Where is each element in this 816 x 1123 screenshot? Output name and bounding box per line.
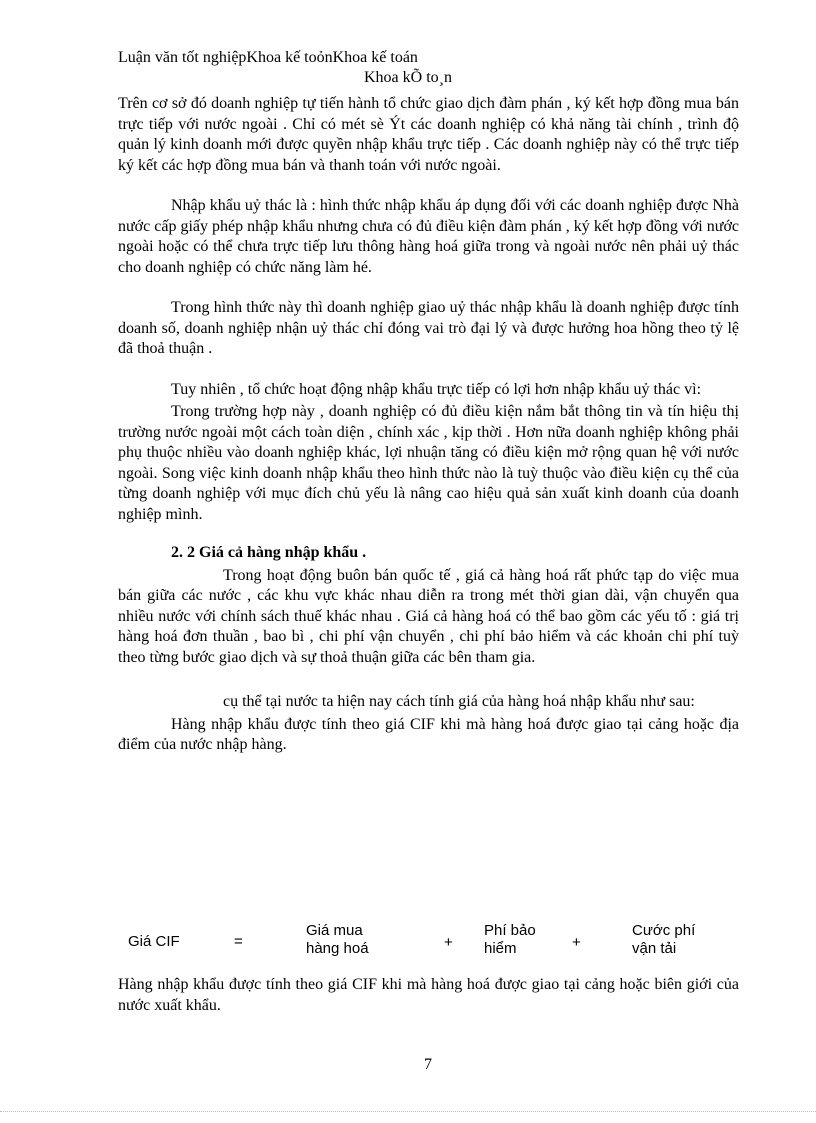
formula-term2-line1: Phí bảo [484, 922, 536, 939]
running-header-secondary: Khoa kÕ to¸n [364, 69, 452, 86]
formula-equals: = [234, 933, 243, 950]
paragraph: Trong hoạt động buôn bán quốc tế , giá cả hàng hoá rất phức tạp do việc mua bán giữa các nước , các khu vực khác nhau diễn ra trong mét thời gian dài, vận chuyển qua nhiều nước với chính sách thuế khác nhau . Giá cả hàng hoá có thể bao gồm các yếu tố : giá trị hàng hoá đơn thuần , bao bì , chi phí vận chuyển , chi phí bảo hiểm và các khoản chi phí tuỳ theo từng bước giao dịch và sự thoả thuận giữa các bên tham gia. [118, 566, 739, 666]
formula-term3-line1: Cước phí [632, 922, 696, 939]
page-number: 7 [424, 1056, 432, 1073]
cif-formula [118, 918, 739, 962]
formula-term2-line2: hiểm [484, 940, 517, 957]
paragraph: Hàng nhập khẩu được tính theo giá CIF khi mà hàng hoá được giao tại cảng hoặc biên giới của nước xuất khẩu. [118, 976, 739, 1014]
paragraph: Nhập khẩu uỷ thác là : hình thức nhập khẩu áp dụng đối với các doanh nghiệp được Nhà nước cấp giấy phép nhập khẩu nhưng chưa có đủ điều kiện đàm phán , ký kết hợp đồng với nước ngoài hoặc có thể chưa trực tiếp lưu thông hàng hoá giữa trong và ngoài nước nên phải uỷ thác cho doanh nghiệp có chức năng làm hé. [118, 197, 739, 276]
formula-plus: + [572, 934, 581, 951]
closing-paragraph [118, 975, 739, 1016]
formula-term1-line1: Giá mua [306, 922, 363, 939]
formula-plus: + [444, 934, 453, 951]
paragraph: Tuy nhiên , tổ chức hoạt động nhập khẩu trực tiếp có lợi hơn nhập khẩu uỷ thác vì: [171, 380, 702, 398]
paragraph: Trên cơ sở đó doanh nghiệp tự tiến hành tổ chức giao dịch đàm phán , ký kết hợp đồng mua bán trực tiếp với nước ngoài . Chỉ có mét sè Ýt các doanh nghiệp có khả năng tài chính , trình độ quản lý kinh doanh mới được quyền nhập khẩu trực tiếp . Các doanh nghiệp này có thể trực tiếp ký kết các hợp đồng mua bán và thanh toán với nước ngoài. [118, 95, 739, 174]
body-text [118, 94, 739, 756]
formula-term1-line2: hàng hoá [306, 940, 369, 957]
paragraph: Trong hình thức này thì doanh nghiệp giao uỷ thác nhập khẩu là doanh nghiệp được tính doanh số, doanh nghiệp nhận uỷ thác chỉ đóng vai trò đại lý và được hưởng hoa hồng theo tỷ lệ đã thoả thuận . [118, 299, 739, 357]
formula-term3-line2: vận tải [632, 940, 677, 957]
paragraph: Hàng nhập khẩu được tính theo giá CIF khi mà hàng hoá được giao tại cảng hoặc địa điểm của nước nhập hàng. [118, 715, 739, 753]
formula-lhs: Giá CIF [128, 933, 180, 950]
running-header: Luận văn tốt nghiệpKhoa kế toỏnKhoa kế toán [118, 49, 418, 66]
page-bottom-divider [0, 1111, 816, 1112]
section-heading: 2. 2 Giá cả hàng nhập khẩu . [171, 544, 367, 561]
paragraph: cụ thể tại nước ta hiện nay cách tính giá của hàng hoá nhập khẩu như sau: [223, 693, 695, 710]
paragraph: Trong trường hợp này , doanh nghiệp có đủ điều kiện nắm bắt thông tin và tín hiệu thị trường nước ngoài một cách toàn diện , chính xác , kịp thời . Hơn nữa doanh nghiệp không phải phụ thuộc nhiều vào doanh nghiệp khác, lợi nhuận tăng có điều kiện mở rộng quan hệ với nước ngoài. Song việc kinh doanh nhập khẩu theo hình thức nào là tuỳ thuộc vào điều kiện cụ thể của từng doanh nghiệp với mục đích chủ yếu là nâng cao hiệu quả sản xuất kinh doanh của doanh nghiệp mình. [118, 403, 739, 523]
